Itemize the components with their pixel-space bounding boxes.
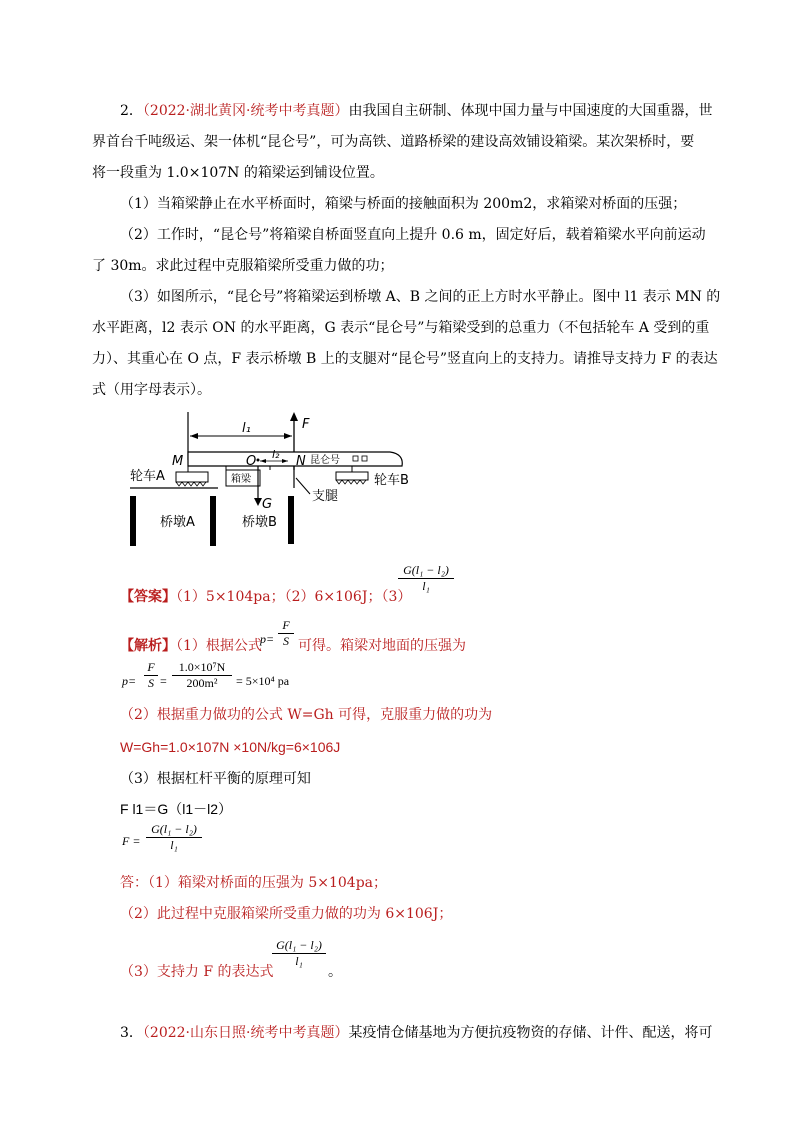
q2-part3d: 式（用字母表示）。 [92, 382, 211, 398]
answer-label: 【答案】 [120, 589, 176, 605]
force-F-head [290, 412, 298, 421]
q2-part3a: （3）如图所示，“昆仑号”将箱梁运到桥墩 A、B 之间的正上方时水平静止。图中 l1 表示 MN 的 [120, 289, 721, 305]
pier-A-label: 桥墩A [160, 515, 195, 530]
wheel-car-B-label: 轮车B [374, 473, 409, 488]
analysis-line1-cont: 可得。箱梁对地面的压强为 [298, 638, 466, 654]
answer-line [120, 588, 411, 606]
box-beam-label: 箱梁 [231, 474, 251, 485]
gravity-G-label: G [262, 497, 273, 512]
wheel-car-A [176, 472, 208, 482]
q2-part2b: 了 30m。求此过程中克服箱梁所受重力做的功； [92, 258, 394, 274]
point-O-label: O [246, 454, 257, 469]
q2-part3b: 水平距离，l2 表示 ON 的水平距离，G 表示“昆仑号”与箱梁受到的总重力（不包括轮车 A 受到的重 [92, 320, 710, 336]
q3-source: （2022·山东日照·统考中考真题） [142, 1025, 349, 1041]
analysis-line1: 【解析】（1）根据公式 [120, 638, 262, 654]
wheel-car-A-label: 轮车A [130, 469, 165, 484]
point-N-label: N [296, 454, 306, 469]
analysis-line2: （2）根据重力做功的公式 W=Gh 可得，克服重力做的功为 [120, 707, 493, 723]
pier-B [288, 496, 294, 544]
conclusion-line3: （3）支持力 F 的表达式 [120, 964, 274, 980]
kunlun-label: 昆仑号 [310, 455, 340, 466]
wheel-car-B-wheels [336, 480, 366, 484]
q2-line3: 将一段重为 1.0×107N 的箱梁运到铺设位置。 [92, 165, 384, 181]
analysis-label: 【解析】 [120, 638, 176, 654]
q2-part3c: 力）、其重心在 O 点，F 表示桥墩 B 上的支腿对“昆仑号”竖直向上的支持力。请推导支持力 F 的表达 [92, 351, 718, 367]
conclusion-line2: （2）此过程中克服箱梁所受重力做的功为 6×106J； [120, 906, 453, 922]
kunlun-window-1 [353, 456, 358, 461]
conclusion-period: 。 [328, 964, 342, 980]
analysis-line5: F l1＝G（l1－l2） [120, 801, 233, 817]
support-leg-label: 支腿 [312, 489, 339, 504]
q2-line1: 2．（2022·湖北黄冈·统考中考真题）由我国自主研制、体现中国力量与中国速度的大国重器，世 [120, 103, 713, 119]
wheel-car-A-wheels [176, 482, 206, 486]
gravity-G-head [254, 498, 262, 506]
pier-A-left [130, 496, 136, 546]
q3-line1: 3．（2022·山东日照·统考中考真题）某疫情仓储基地为方便抗疫物资的存储、计件、配送，将可 [120, 1025, 713, 1041]
analysis-line3: W=Gh=1.0×107N ×10N/kg=6×106J [120, 739, 341, 755]
pier-A-right [210, 496, 216, 546]
answer-fraction-numerator: G(l₁ − l₂) [403, 563, 449, 577]
analysis-line4: （3）根据杠杆平衡的原理可知 [120, 771, 311, 787]
q2-part2a: （2）工作时，“昆仑号”将箱梁自桥面竖直向上提升 0.6 m，固定好后，载着箱梁水平向前运动 [120, 227, 706, 243]
pier-B-label: 桥墩B [242, 515, 277, 530]
point-M-label: M [172, 454, 184, 469]
answer-text: （1）5×104pa；（2）6×106J；（3） [176, 589, 412, 605]
l1-arrow-left [190, 433, 198, 439]
point-O [257, 459, 260, 462]
q2-line2: 界首台千吨级运、架一体机“昆仑号”，可为高铁、道路桥梁的建设高效铺设箱梁。某次架桥时，要 [92, 134, 695, 150]
q2-number: 2． [120, 103, 143, 119]
q2-part1: （1）当箱梁静止在水平桥面时，箱梁与桥面的接触面积为 200m2，求箱梁对桥面的压强； [120, 196, 687, 212]
l1-arrow-right [284, 433, 292, 439]
answer-fraction-denominator: l₁ [398, 578, 454, 594]
wheel-car-B [336, 472, 368, 480]
kunlun-window-2 [362, 456, 367, 461]
conclusion-line1: 答：（1）箱梁对桥面的压强为 5×104pa； [120, 875, 388, 891]
conclusion-fraction: $\frac{\text{G(l₁ − l₂)}}{\text{l₁}}$ [272, 938, 326, 969]
answer-fraction [398, 563, 454, 594]
force-F-label: F [302, 417, 310, 432]
support-leg-pointer [296, 478, 310, 494]
l2-label: l₂ [272, 448, 280, 461]
q2-source: （2022·湖北黄冈·统考中考真题） [142, 103, 349, 119]
q3-number: 3． [120, 1025, 143, 1041]
lever-diagram [122, 410, 412, 550]
l1-label: l₁ [242, 421, 251, 436]
formula-p-eq-F-over-S: p= F S [264, 618, 294, 649]
